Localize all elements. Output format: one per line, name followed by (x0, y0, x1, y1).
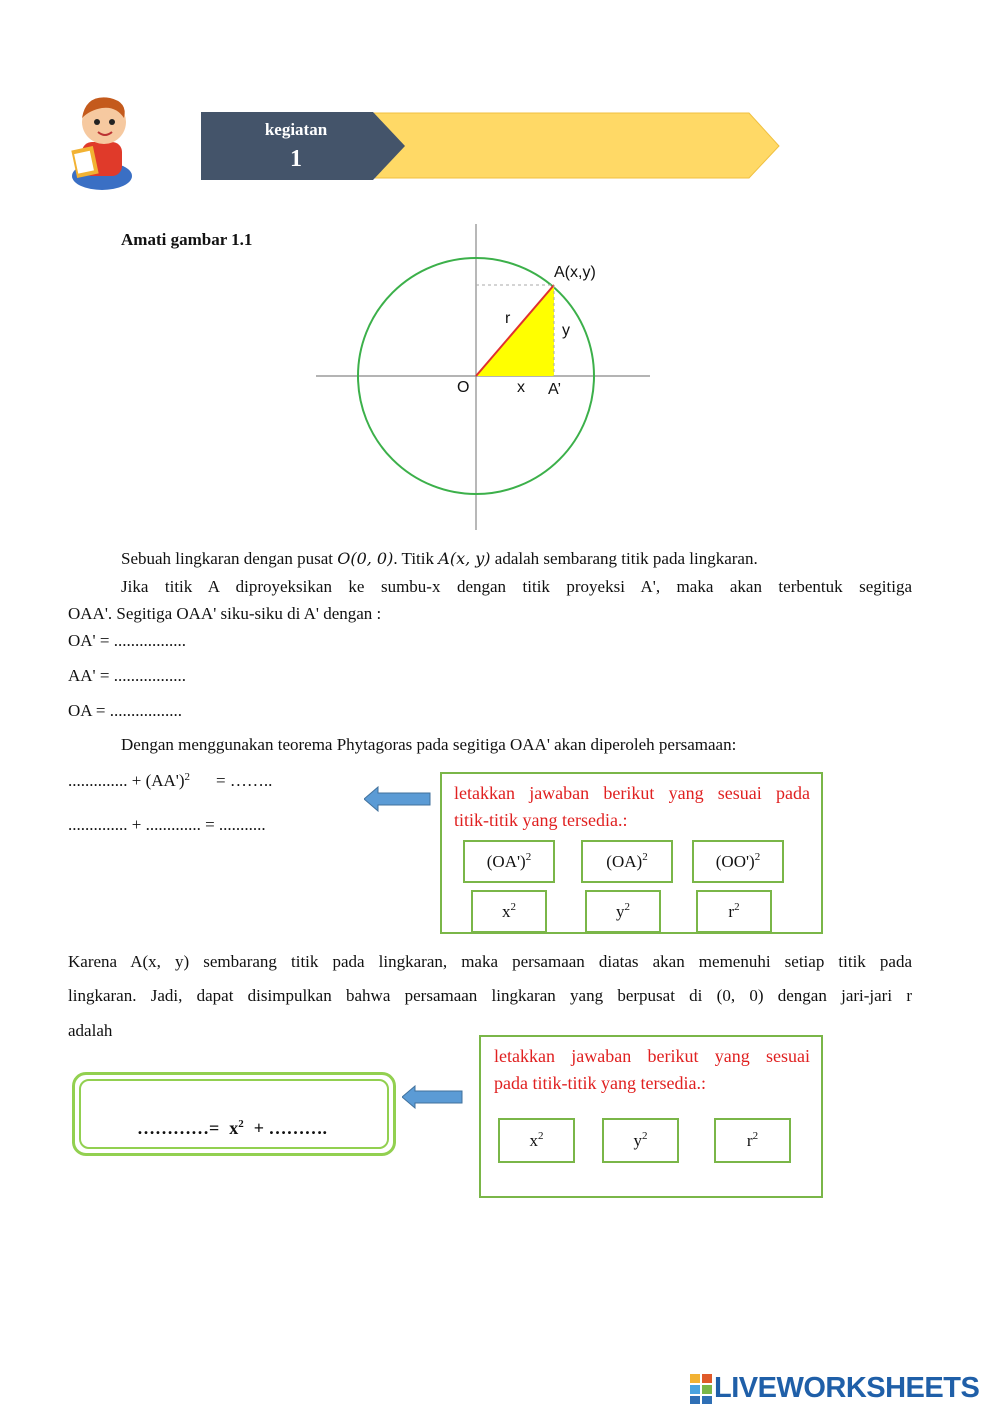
chip-base: x (529, 1131, 538, 1150)
figure-title: Amati gambar 1.1 (121, 230, 253, 249)
chip-oo-prime-squared[interactable] (692, 840, 784, 883)
chip-base: x (502, 902, 511, 921)
liveworksheets-logo-icon (690, 1374, 712, 1404)
answer-box-1 (440, 772, 823, 934)
intro-text-b: . Titik (393, 549, 439, 568)
eq1-exponent: 2 (184, 771, 191, 783)
chip-oa-prime-squared[interactable] (463, 840, 555, 883)
final-eq-term: x (229, 1118, 239, 1138)
chip-base: r (746, 1131, 753, 1150)
chip-base: (OO') (715, 852, 755, 871)
conclusion-line1: Karena A(x, y) sembarang titik pada lingkaran, maka persamaan diatas akan memenuhi setiap titik pada (68, 952, 912, 971)
banner-number: 1 (290, 146, 302, 172)
boy-reading-illustration (66, 92, 138, 192)
final-eq-right: + ………. (253, 1118, 328, 1138)
chip-r-squared[interactable] (696, 890, 772, 933)
chip-y-squared[interactable] (585, 890, 661, 933)
left-arrow-icon (402, 1085, 464, 1109)
liveworksheets-logo[interactable] (690, 1372, 990, 1406)
chip-exponent: 2 (624, 901, 630, 913)
pythagoras-equation-1[interactable] (68, 770, 272, 792)
answer-box-1-instruction-line2: titik-titik yang tersedia.: (454, 810, 628, 830)
intro-paragraph-1 (121, 548, 758, 570)
x-label: x (517, 379, 525, 396)
intro-center: O(0, 0) (337, 549, 394, 568)
chip-y-squared[interactable] (602, 1118, 679, 1163)
aa-prime-blank[interactable]: AA' = ................. (68, 666, 186, 685)
chip-exponent: 2 (734, 901, 740, 913)
pythagoras-intro: Dengan menggunakan teorema Phytagoras pada segitiga OAA' akan diperoleh persamaan: (121, 735, 737, 754)
chip-base: r (728, 902, 735, 921)
chip-exponent: 2 (525, 851, 532, 863)
chip-r-squared[interactable] (714, 1118, 791, 1163)
chip-base: (OA') (486, 852, 526, 871)
final-equation[interactable] (137, 1117, 327, 1139)
banner-label: kegiatan (264, 120, 328, 139)
chip-oa-squared[interactable] (581, 840, 673, 883)
answer-box-2-instruction-line1: letakkan jawaban berikut yang sesuai (494, 1046, 810, 1066)
intro-point: A(x, y) (438, 549, 491, 568)
left-arrow-icon (364, 786, 432, 812)
chip-base: y (616, 902, 625, 921)
projection-label: A’ (548, 381, 562, 398)
circle-diagram (310, 222, 655, 532)
eq1-left: .............. + (AA') (68, 771, 185, 790)
conclusion-line2: lingkaran. Jadi, dapat disimpulkan bahwa persamaan lingkaran yang berpusat di (0, 0) dengan jari-jari r (68, 986, 912, 1005)
answer-box-2 (479, 1035, 823, 1198)
final-eq-exponent: 2 (238, 1118, 244, 1130)
intro-paragraph-2-line1: Jika titik A diproyeksikan ke sumbu-x dengan titik proyeksi A', maka akan terbentuk segitiga (121, 577, 912, 596)
chip-exponent: 2 (642, 851, 648, 863)
point-a-label: A(x,y) (554, 264, 596, 281)
y-label: y (562, 322, 570, 339)
intro-text-c: adalah sembarang titik pada lingkaran. (490, 549, 758, 568)
chip-exponent: 2 (752, 1130, 759, 1142)
activity-banner (201, 112, 783, 180)
origin-label: O (457, 379, 470, 396)
chip-base: (OA) (606, 852, 643, 871)
chip-x-squared[interactable] (498, 1118, 575, 1163)
chip-exponent: 2 (642, 1130, 648, 1142)
radius-label: r (505, 310, 511, 327)
conclusion-line3: adalah (68, 1021, 113, 1040)
chip-x-squared[interactable] (471, 890, 547, 933)
oa-blank[interactable]: OA = ................. (68, 701, 182, 720)
answer-box-2-instruction-line2: pada titik-titik yang tersedia.: (494, 1073, 706, 1093)
intro-paragraph-2-line2: OAA'. Segitiga OAA' siku-siku di A' dengan : (68, 604, 382, 623)
chip-exponent: 2 (538, 1130, 544, 1142)
final-eq-left: …………= (137, 1118, 220, 1138)
logo-brand-text: LIVEWORKSHEETS (714, 1372, 980, 1404)
chip-exponent: 2 (510, 901, 516, 913)
eq1-right: = …….. (216, 771, 273, 790)
final-equation-box[interactable] (72, 1072, 396, 1156)
intro-text-a: Sebuah lingkaran dengan pusat (121, 549, 338, 568)
pythagoras-equation-2[interactable]: .............. + ............. = ........... (68, 815, 266, 834)
chip-base: y (633, 1131, 642, 1150)
chip-exponent: 2 (754, 851, 761, 863)
oa-prime-blank[interactable]: OA' = ................. (68, 631, 186, 650)
answer-box-1-instruction-line1: letakkan jawaban berikut yang sesuai pada (454, 783, 810, 803)
